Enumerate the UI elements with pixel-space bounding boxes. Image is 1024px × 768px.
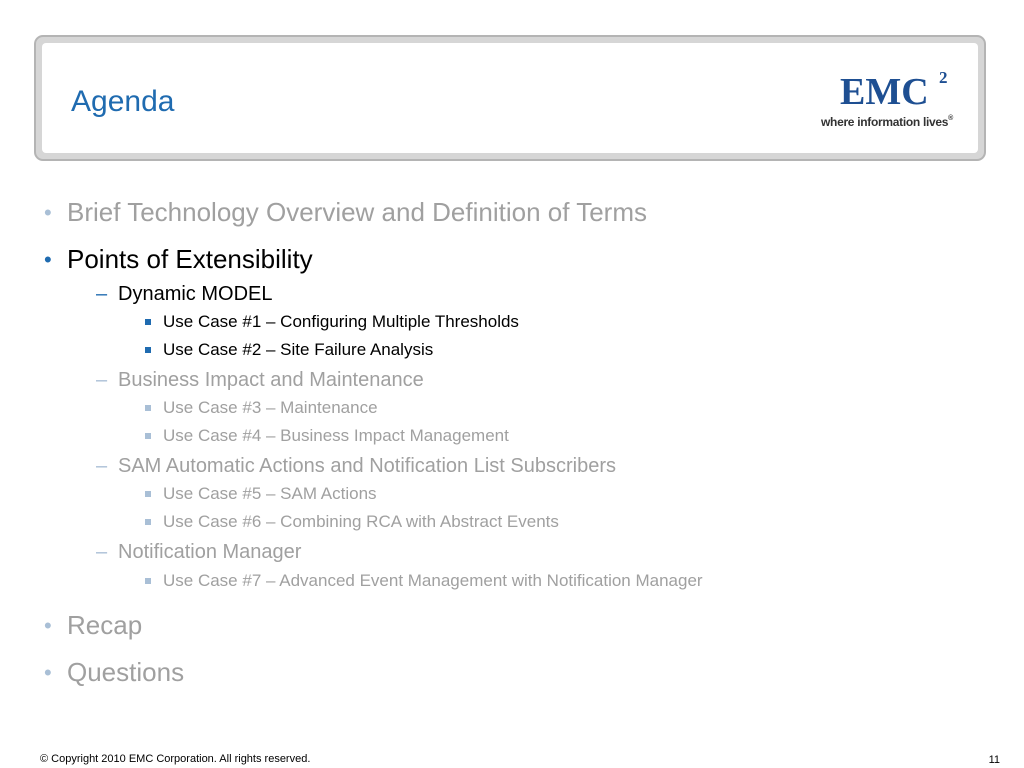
square-bullet-icon <box>145 491 151 497</box>
agenda-item-text: SAM Automatic Actions and Notification List Subscribers <box>118 455 617 477</box>
copyright-notice: © Copyright 2010 EMC Corporation. All rights reserved. <box>40 753 311 765</box>
agenda-item-text: Use Case #1 – Configuring Multiple Thresholds <box>163 312 519 331</box>
agenda-item-text: Notification Manager <box>118 541 302 563</box>
agenda-item-text: Use Case #2 – Site Failure Analysis <box>163 340 434 359</box>
logo-tagline-text: where information lives <box>821 115 949 129</box>
dot-bullet-icon: • <box>44 613 52 638</box>
agenda-item-text: Use Case #5 – SAM Actions <box>163 484 377 503</box>
logo-mark: EMC <box>840 71 929 113</box>
square-bullet-icon <box>145 405 151 411</box>
agenda-item-text: Use Case #7 – Advanced Event Management with Notification Manager <box>163 571 703 590</box>
page-number: 11 <box>988 754 1000 766</box>
dot-bullet-icon: • <box>44 247 52 272</box>
agenda-item-text: Brief Technology Overview and Definition of Terms <box>67 197 647 227</box>
dot-bullet-icon: • <box>44 200 52 225</box>
slide-title: Agenda <box>71 85 175 118</box>
agenda-item-text: Business Impact and Maintenance <box>118 369 424 391</box>
dot-bullet-icon: • <box>44 660 52 685</box>
dash-bullet-icon: – <box>96 283 108 305</box>
agenda-item-text: Use Case #3 – Maintenance <box>163 398 378 417</box>
agenda-item-text: Recap <box>67 610 143 640</box>
agenda-item-text: Questions <box>67 657 185 687</box>
agenda-item-text: Use Case #4 – Business Impact Management <box>163 426 509 445</box>
registered-mark: ® <box>948 115 953 122</box>
square-bullet-icon <box>145 319 151 325</box>
square-bullet-icon <box>145 578 151 584</box>
dash-bullet-icon: – <box>96 541 108 563</box>
dash-bullet-icon: – <box>96 455 108 477</box>
square-bullet-icon <box>145 433 151 439</box>
dash-bullet-icon: – <box>96 369 108 391</box>
agenda-item-text: Use Case #6 – Combining RCA with Abstract Events <box>163 512 559 531</box>
agenda-item-text: Points of Extensibility <box>67 244 313 274</box>
square-bullet-icon <box>145 519 151 525</box>
logo-superscript: 2 <box>939 68 948 87</box>
agenda-item-text: Dynamic MODEL <box>118 283 273 305</box>
square-bullet-icon <box>145 347 151 353</box>
